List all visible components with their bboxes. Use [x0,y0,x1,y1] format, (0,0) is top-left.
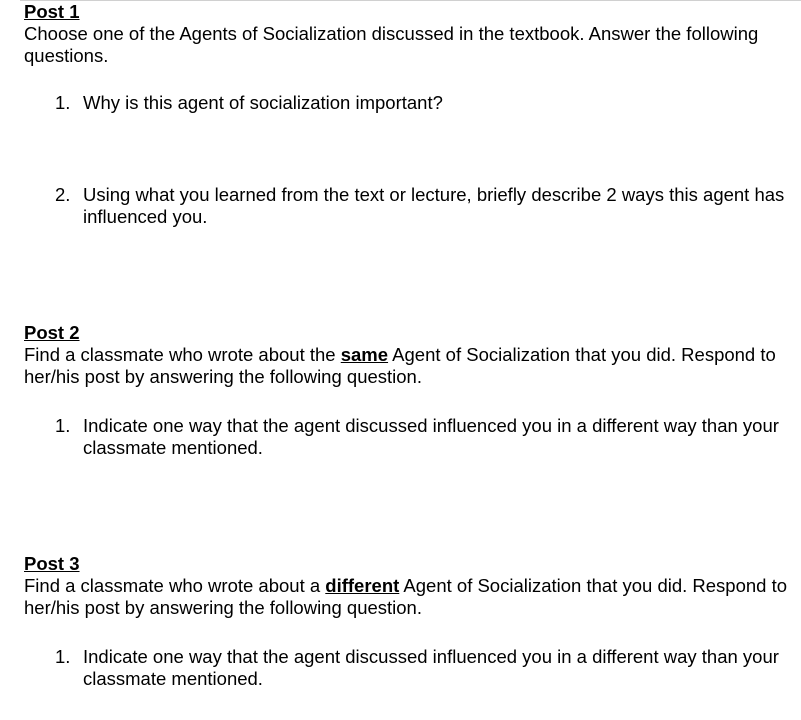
question-text: Indicate one way that the agent discussed influenced you in a different way than your classmate mentioned. [83,646,779,689]
question-number: 2. [55,184,71,205]
post-2-heading: Post 2 [24,322,80,343]
question-text: Using what you learned from the text or lecture, briefly describe 2 ways this agent has influenced you. [83,184,785,227]
post-1-question-2 [55,184,799,228]
post-2-intro [24,344,799,388]
post-3-intro [24,575,799,619]
question-text: Indicate one way that the agent discussed influenced you in a different way than your classmate mentioned. [83,415,779,458]
intro-text: Agent of Socialization that you did. Respond to her/his post by answering the following question. [24,344,776,387]
post-3-heading: Post 3 [24,553,80,574]
post-3-section [24,553,799,619]
emphasis-different: different [325,575,400,596]
post-2-section [24,322,799,388]
emphasis-same: same [340,344,389,365]
post-2-question-1 [55,415,799,459]
post-1-intro: Choose one of the Agents of Socialization discussed in the textbook. Answer the following questions. [24,23,759,66]
intro-text: Agent of Socialization that you did. Respond to her/his post by answering the following question. [24,575,788,618]
question-number: 1. [55,646,71,667]
intro-text: Find a classmate who wrote about the [24,344,341,365]
question-number: 1. [55,92,71,113]
intro-text: Find a classmate who wrote about a [24,575,326,596]
question-text: Why is this agent of socialization important? [83,92,443,113]
post-1-section [24,1,799,67]
post-1-question-1 [55,92,799,114]
post-3-question-1 [55,646,799,690]
post-1-heading: Post 1 [24,1,80,22]
question-number: 1. [55,415,71,436]
